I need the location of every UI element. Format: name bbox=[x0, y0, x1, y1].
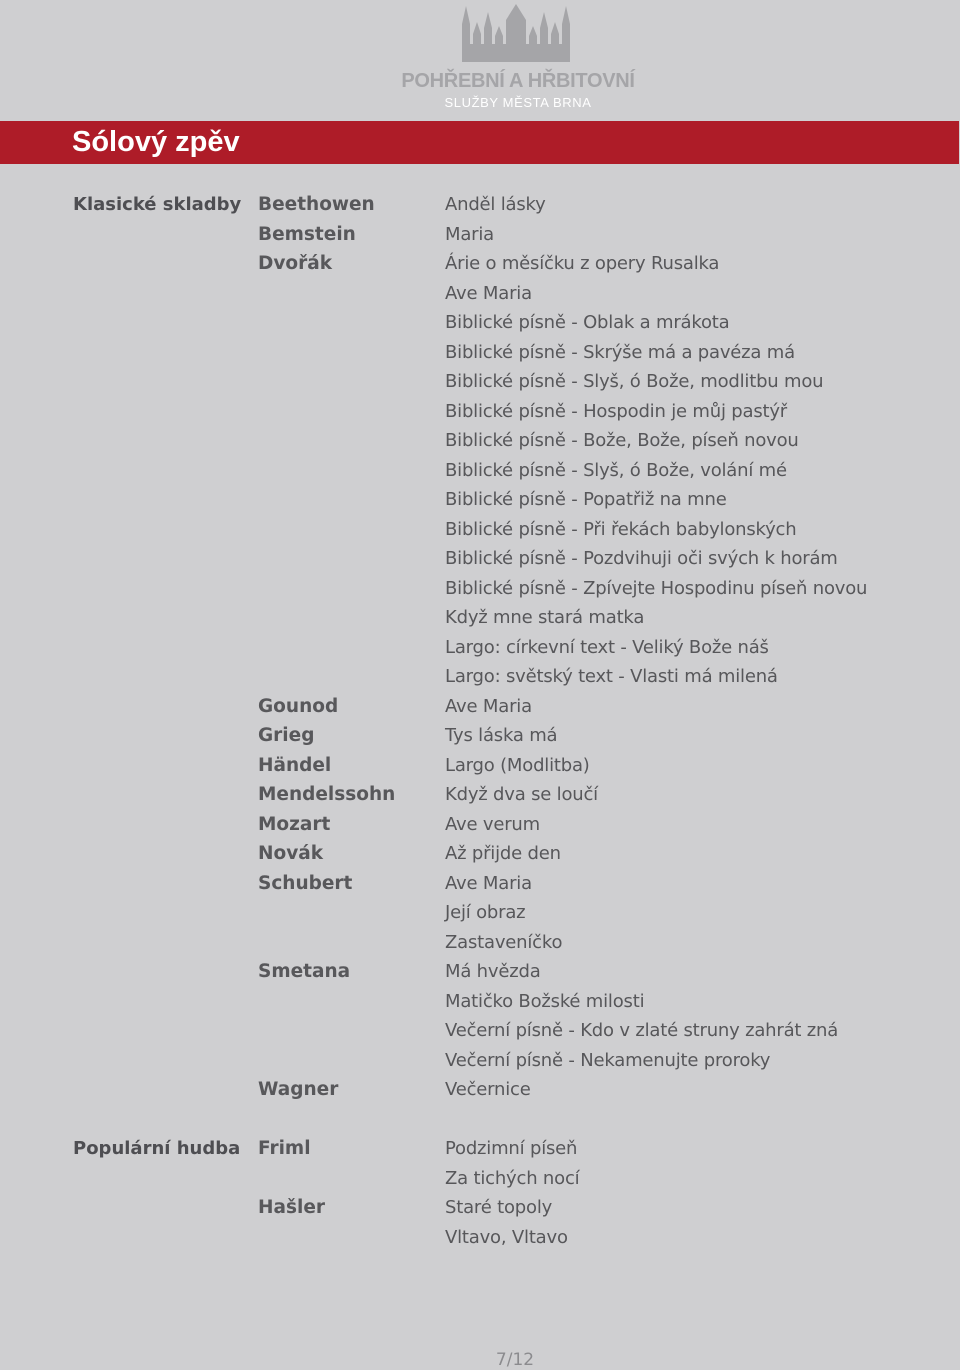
logo-title: POHŘEBNÍ A HŘBITOVNÍ bbox=[401, 70, 635, 92]
church-icon bbox=[460, 2, 572, 64]
composer-name: Mendelssohn bbox=[258, 784, 396, 805]
song-title: Večerní písně - Nekamenujte proroky bbox=[445, 1050, 771, 1071]
category-label: Klasické skladby bbox=[73, 194, 242, 215]
song-title: Ave Maria bbox=[445, 873, 532, 894]
composer-name: Friml bbox=[258, 1138, 311, 1159]
song-title: Matičko Božské milosti bbox=[445, 991, 645, 1012]
song-title: Largo: světský text - Vlasti má milená bbox=[445, 666, 778, 687]
song-title: Ave Maria bbox=[445, 283, 532, 304]
composer-name: Wagner bbox=[258, 1079, 339, 1100]
page-title: Sólový zpěv bbox=[72, 126, 240, 158]
company-logo bbox=[398, 0, 638, 115]
song-title: Večerní písně - Kdo v zlaté struny zahrát zná bbox=[445, 1020, 839, 1041]
composer-name: Bemstein bbox=[258, 224, 356, 245]
song-title: Biblické písně - Při řekách babylonských bbox=[445, 519, 797, 540]
song-title: Anděl lásky bbox=[445, 194, 546, 215]
logo-subtitle: SLUŽBY MĚSTA BRNA bbox=[444, 95, 592, 110]
song-title: Biblické písně - Skrýše má a pavéza má bbox=[445, 342, 795, 363]
song-title: Árie o měsíčku z opery Rusalka bbox=[445, 253, 720, 274]
composer-name: Hašler bbox=[258, 1197, 325, 1218]
song-title: Staré topoly bbox=[445, 1197, 553, 1218]
composer-name: Gounod bbox=[258, 696, 339, 717]
song-title: Když mne stará matka bbox=[445, 607, 645, 628]
song-title: Biblické písně - Hospodin je můj pastýř bbox=[445, 401, 788, 422]
song-title: Večernice bbox=[445, 1079, 531, 1100]
song-title: Biblické písně - Zpívejte Hospodinu píseň novou bbox=[445, 578, 868, 599]
song-title: Largo (Modlitba) bbox=[445, 755, 590, 776]
song-title: Biblické písně - Popatřiž na mne bbox=[445, 489, 727, 510]
composer-name: Mozart bbox=[258, 814, 331, 835]
song-title: Largo: církevní text - Veliký Bože náš bbox=[445, 637, 769, 658]
song-title: Biblické písně - Bože, Bože, píseň novou bbox=[445, 430, 799, 451]
composer-name: Schubert bbox=[258, 873, 353, 894]
section-banner bbox=[0, 121, 959, 164]
song-title: Když dva se loučí bbox=[445, 784, 598, 805]
song-title: Zastaveníčko bbox=[445, 932, 563, 953]
song-title: Biblické písně - Pozdvihuji oči svých k horám bbox=[445, 548, 838, 569]
composer-name: Dvořák bbox=[258, 253, 333, 274]
song-title: Tys láska má bbox=[445, 725, 558, 746]
song-title: Vltavo, Vltavo bbox=[445, 1227, 568, 1248]
composer-name: Smetana bbox=[258, 961, 351, 982]
song-title: Biblické písně - Slyš, ó Bože, modlitbu mou bbox=[445, 371, 824, 392]
song-title: Podzimní píseň bbox=[445, 1138, 578, 1159]
composer-name: Grieg bbox=[258, 725, 315, 746]
song-title: Maria bbox=[445, 224, 494, 245]
page-number: 7/12 bbox=[495, 1350, 535, 1370]
category-label: Populární hudba bbox=[73, 1138, 241, 1159]
song-title: Její obraz bbox=[445, 902, 526, 923]
song-title: Ave verum bbox=[445, 814, 540, 835]
composer-name: Novák bbox=[258, 843, 324, 864]
song-title: Až přijde den bbox=[445, 843, 561, 864]
song-title: Za tichých nocí bbox=[445, 1168, 580, 1189]
song-title: Má hvězda bbox=[445, 961, 541, 982]
song-title: Ave Maria bbox=[445, 696, 532, 717]
song-title: Biblické písně - Oblak a mrákota bbox=[445, 312, 730, 333]
composer-name: Beethowen bbox=[258, 194, 375, 215]
composer-name: Händel bbox=[258, 755, 332, 776]
song-title: Biblické písně - Slyš, ó Bože, volání mé bbox=[445, 460, 787, 481]
